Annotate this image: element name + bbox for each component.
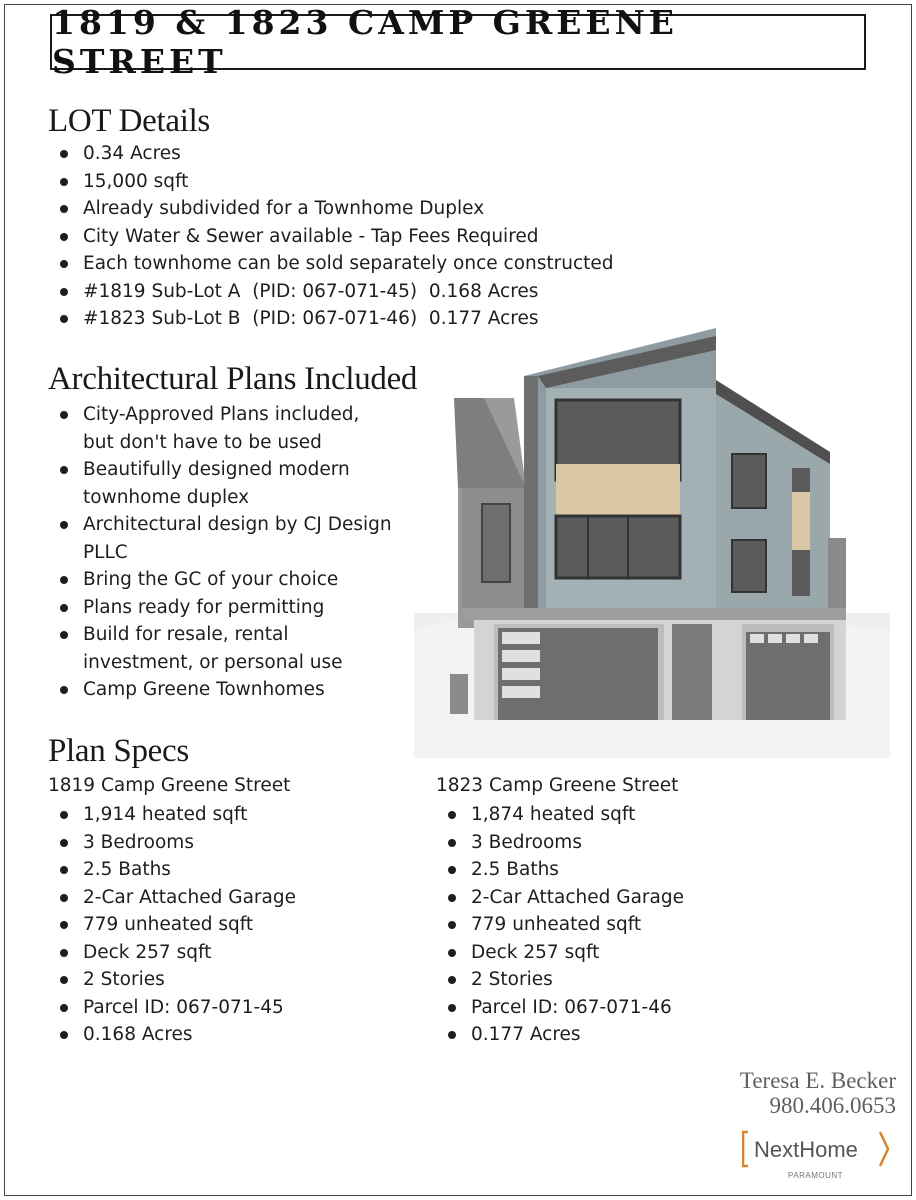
left-specs-list	[48, 801, 296, 1049]
agent-phone: 980.406.0653	[769, 1093, 896, 1118]
list-item-continuation: townhome duplex	[83, 486, 250, 508]
list-item: Camp Greene Townhomes	[48, 676, 392, 704]
list-item: Each townhome can be sold separately once constructed	[48, 250, 614, 278]
logo-brand-text: NextHome	[754, 1137, 858, 1162]
list-item: 1,874 heated sqft	[436, 801, 684, 829]
townhome-rendering-image	[414, 328, 890, 758]
list-item-continuation: PLLC	[83, 541, 128, 563]
list-item: #1823 Sub-Lot B (PID: 067-071-46) 0.177 Acres	[48, 305, 614, 333]
list-item: Deck 257 sqft	[436, 939, 684, 967]
list-item-continuation: investment, or personal use	[83, 651, 343, 673]
list-item: Build for resale, rental	[48, 621, 392, 649]
list-item: 0.177 Acres	[436, 1021, 684, 1049]
list-item-continuation: but don't have to be used	[83, 431, 322, 453]
nexthome-logo	[742, 1130, 892, 1182]
lot-details-list	[48, 140, 614, 333]
list-item: #1819 Sub-Lot A (PID: 067-071-45) 0.168 Acres	[48, 278, 614, 306]
right-specs-list	[436, 801, 684, 1049]
list-item: City-Approved Plans included,	[48, 401, 392, 429]
page-title: 1819 & 1823 CAMP GREENE STREET	[50, 14, 866, 70]
list-item: 2.5 Baths	[48, 856, 296, 884]
list-item: Plans ready for permitting	[48, 594, 392, 622]
left-address: 1819 Camp Greene Street	[48, 775, 291, 796]
architectural-plans-list	[48, 401, 392, 704]
list-item: Deck 257 sqft	[48, 939, 296, 967]
list-item: 2 Stories	[48, 966, 296, 994]
list-item: 779 unheated sqft	[48, 911, 296, 939]
logo-sub-text: PARAMOUNT	[788, 1171, 844, 1180]
list-item: Already subdivided for a Townhome Duplex	[48, 195, 614, 223]
list-item: Bring the GC of your choice	[48, 566, 392, 594]
list-item: 0.34 Acres	[48, 140, 614, 168]
agent-name: Teresa E. Becker	[739, 1068, 896, 1093]
list-item: 2-Car Attached Garage	[436, 884, 684, 912]
list-item: Parcel ID: 067-071-45	[48, 994, 296, 1022]
list-item: Beautifully designed modern	[48, 456, 392, 484]
list-item: Parcel ID: 067-071-46	[436, 994, 684, 1022]
list-item: 2 Stories	[436, 966, 684, 994]
list-item: Architectural design by CJ Design	[48, 511, 392, 539]
list-item: City Water & Sewer available - Tap Fees Required	[48, 223, 614, 251]
list-item: 2-Car Attached Garage	[48, 884, 296, 912]
list-item: 3 Bedrooms	[436, 829, 684, 857]
list-item: 3 Bedrooms	[48, 829, 296, 857]
list-item: 2.5 Baths	[436, 856, 684, 884]
lot-details-heading: LOT Details	[48, 103, 210, 139]
list-item: 15,000 sqft	[48, 168, 614, 196]
list-item: 0.168 Acres	[48, 1021, 296, 1049]
list-item: 779 unheated sqft	[436, 911, 684, 939]
plan-specs-heading: Plan Specs	[48, 733, 189, 769]
list-item: 1,914 heated sqft	[48, 801, 296, 829]
architectural-plans-heading: Architectural Plans Included	[48, 361, 418, 397]
right-address: 1823 Camp Greene Street	[436, 775, 679, 796]
